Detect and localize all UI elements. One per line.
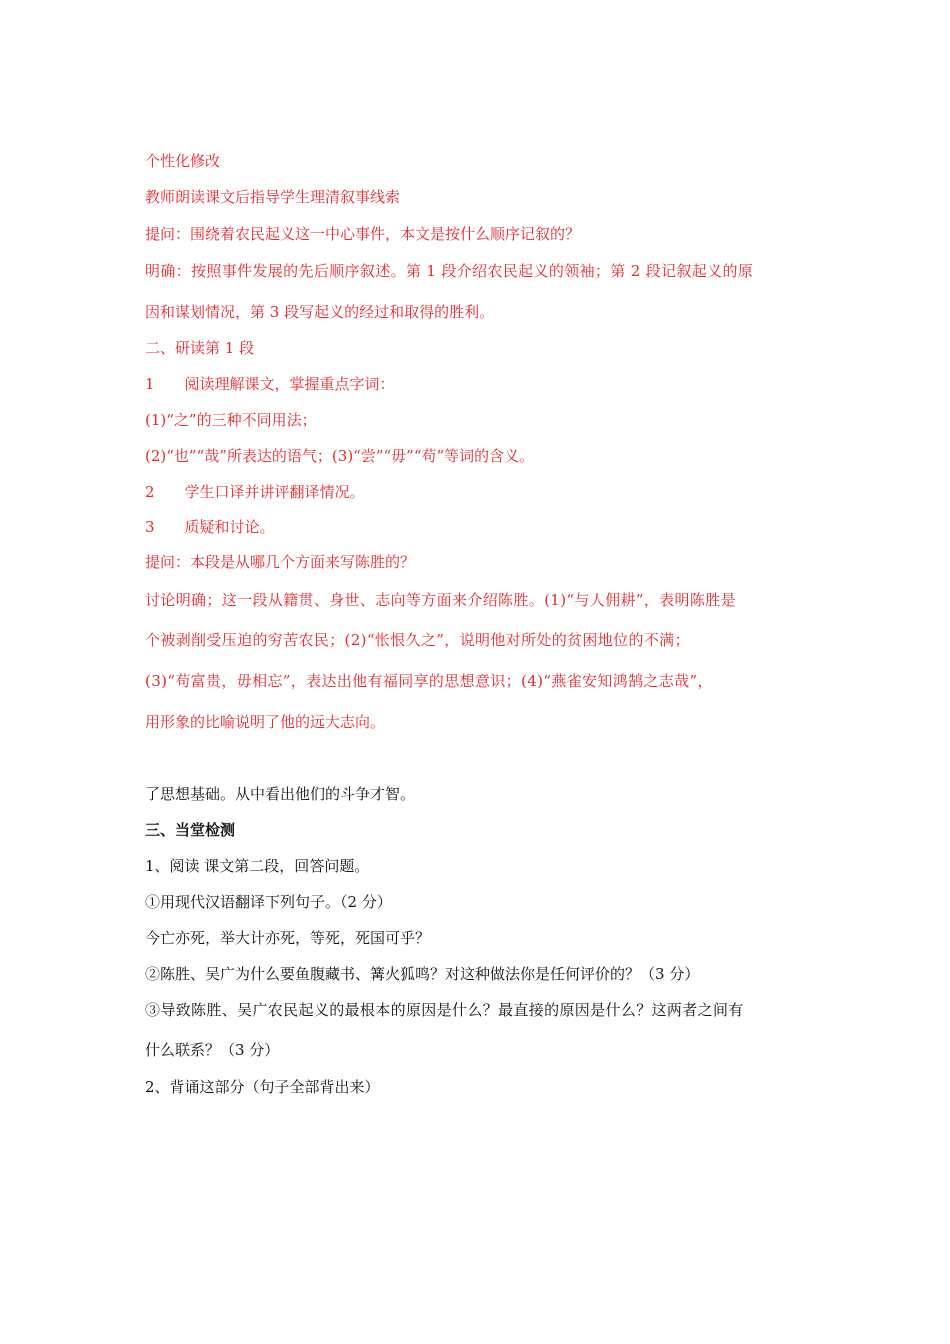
step-2: 2 学生口译并讲评翻译情况。 <box>145 483 365 501</box>
section-3-heading: 三、当堂检测 <box>145 821 236 839</box>
discussion-line-1: 讨论明确；这一段从籍贯、身世、志向等方面来介绍陈胜。(1)“与人佣耕”，表明陈胜是 <box>145 591 736 609</box>
step-1: 1 阅读理解课文，掌握重点字词： <box>145 375 395 393</box>
continuation-text: 了思想基础。从中看出他们的斗争才智。 <box>145 785 416 803</box>
question-sequence: 提问：围绕着农民起义这一中心事件，本文是按什么顺序记叙的？ <box>145 225 581 243</box>
exercise-1-question-3-line-1: ③导致陈胜、吴广农民起义的最根本的原因是什么？最直接的原因是什么？这两者之间有 <box>145 1001 744 1019</box>
discussion-line-4: 用形象的比喻说明了他的远大志向。 <box>145 713 386 731</box>
exercise-1: 1、阅读 课文第二段，回答问题。 <box>145 857 370 875</box>
question-aspects: 提问：本段是从哪几个方面来写陈胜的？ <box>145 553 416 571</box>
step-1-sub-1: (1)“之”的三种不同用法； <box>145 411 317 429</box>
exercise-1-sentence: 今亡亦死，举大计亦死，等死，死国可乎？ <box>145 929 431 947</box>
section-2-heading: 二、研读第 1 段 <box>145 339 255 357</box>
exercise-1-question-3-line-2: 什么联系？（3 分） <box>145 1041 280 1059</box>
answer-sequence-line-2: 因和谋划情况，第 3 段写起义的经过和取得的胜利。 <box>145 303 495 321</box>
discussion-line-2: 个被剥削受压迫的穷苦农民；(2)“怅恨久之”，说明他对所处的贫困地位的不满； <box>145 631 690 649</box>
exercise-1-question-2: ②陈胜、吴广为什么要鱼腹藏书、篝火狐鸣？对这种做法你是任何评价的？（3 分） <box>145 965 700 983</box>
teacher-guide-text: 教师朗读课文后指导学生理清叙事线索 <box>145 188 401 206</box>
exercise-1-question-1: ①用现代汉语翻译下列句子。（2 分） <box>145 893 392 911</box>
teacher-note-title: 个性化修改 <box>145 152 221 170</box>
step-3: 3 质疑和讨论。 <box>145 518 275 536</box>
discussion-line-3: (3)“苟富贵，毋相忘”，表达出他有福同享的思想意识；(4)“燕雀安知鸿鹄之志哉”， <box>145 672 713 690</box>
step-1-sub-2: (2)“也”“哉”所表达的语气；(3)“尝”“毋”“苟”等词的含义。 <box>145 447 535 465</box>
exercise-2: 2、背诵这部分（句子全部背出来） <box>145 1078 380 1096</box>
answer-sequence-line-1: 明确：按照事件发展的先后顺序叙述。第 1 段介绍农民起义的领袖；第 2 段记叙起义的原 <box>145 262 754 280</box>
